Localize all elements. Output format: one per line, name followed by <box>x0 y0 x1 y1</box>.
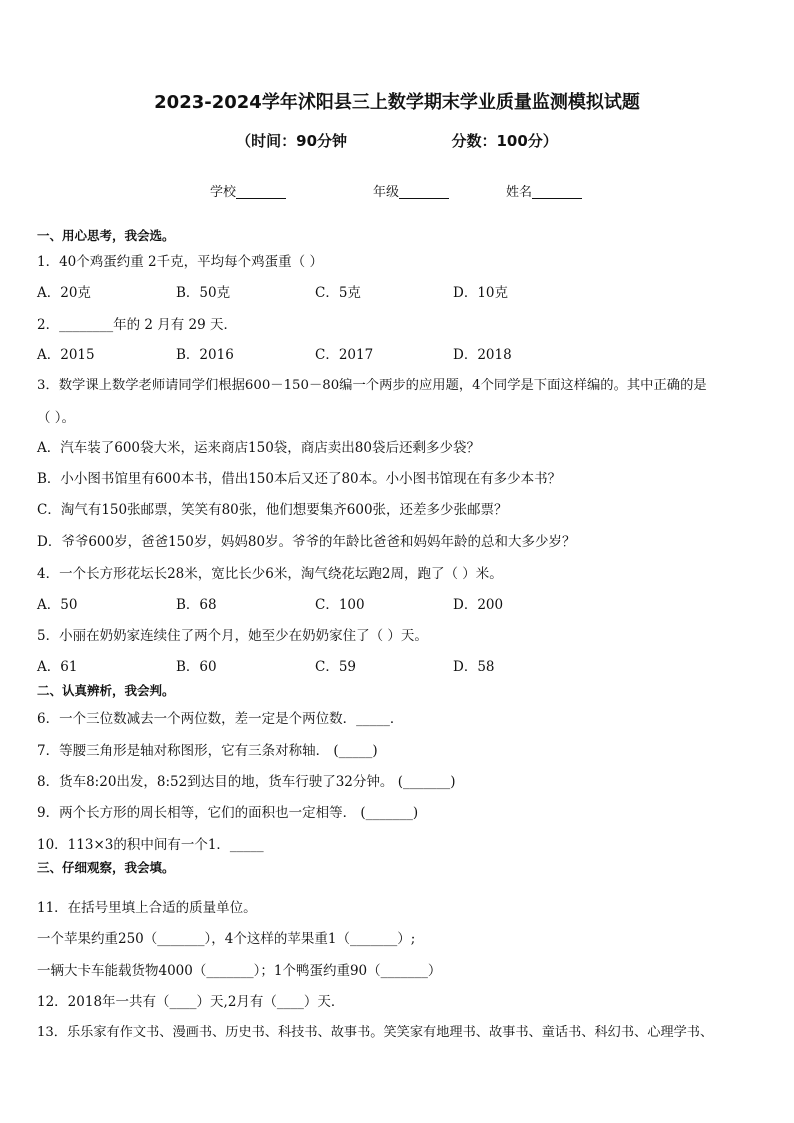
question-6: 6．一个三位数减去一个两位数，差一定是个两位数．_____． <box>37 711 404 727</box>
q4-option-c[interactable]: C．100 <box>315 597 365 613</box>
q5-option-d[interactable]: D．58 <box>453 659 495 675</box>
question-5: 5．小丽在奶奶家连续住了两个月，她至少在奶奶家住了（ ）天。 <box>37 628 428 644</box>
name-blank[interactable] <box>532 184 582 199</box>
section-heading-2: 二、认真辨析，我会判。 <box>37 683 175 698</box>
q5-option-c[interactable]: C．59 <box>315 659 357 675</box>
q2-option-c[interactable]: C．2017 <box>315 347 374 363</box>
question-3: 3．数学课上数学老师请同学们根据600－150－80编一个两步的应用题，4个同学是下面这样编的。其中正确的是 <box>37 378 707 393</box>
question-10: 10．113×3的积中间有一个1．_____ <box>37 837 264 853</box>
q3-option-a[interactable]: A．汽车装了600袋大米，运来商店150袋，商店卖出80袋后还剩多少袋？ <box>37 440 480 456</box>
q2-option-b[interactable]: B．2016 <box>176 347 234 363</box>
question-8: 8．货车8:20出发，8:52到达目的地，货车行驶了32分钟。 (_______) <box>37 774 456 790</box>
q1-option-c[interactable]: C．5克 <box>315 285 361 301</box>
name-label: 姓名 <box>506 185 533 200</box>
school-blank[interactable] <box>236 184 286 199</box>
school-field <box>210 181 286 200</box>
question-9: 9．两个长方形的周长相等，它们的面积也一定相等． (_______) <box>37 805 419 821</box>
question-1: 1．40个鸡蛋约重 2千克，平均每个鸡蛋重（ ） <box>37 254 323 270</box>
q3-option-d[interactable]: D．爷爷600岁，爸爸150岁，妈妈80岁。爷爷的年龄比爸爸和妈妈年龄的总和大多少岁？ <box>37 534 576 550</box>
section-heading-3: 三、仔细观察，我会填。 <box>37 860 175 875</box>
q3-option-b[interactable]: B．小小图书馆里有600本书，借出150本后又还了80本。小小图书馆现在有多少本书？ <box>37 471 562 487</box>
q1-option-a[interactable]: A．20克 <box>37 285 91 301</box>
q1-option-d[interactable]: D．10克 <box>453 285 509 301</box>
exam-time-score: （时间：90分钟 分数：100分） <box>236 132 558 150</box>
q5-option-b[interactable]: B．60 <box>176 659 217 675</box>
page-title: 2023-2024学年沭阳县三上数学期末学业质量监测模拟试题 <box>154 92 640 113</box>
question-13: 13．乐乐家有作文书、漫画书、历史书、科技书、故事书。笑笑家有地理书、故事书、童话书、科幻书、心理学书、 <box>37 1025 714 1040</box>
question-11: 11．在括号里填上合适的质量单位。 <box>37 900 257 916</box>
q4-option-a[interactable]: A．50 <box>37 597 78 613</box>
question-12: 12．2018年一共有（____）天,2月有（____）天． <box>37 994 345 1010</box>
q2-option-a[interactable]: A．2015 <box>37 347 95 363</box>
q4-option-d[interactable]: D．200 <box>453 597 504 613</box>
grade-field <box>373 181 449 200</box>
school-label: 学校 <box>210 185 237 200</box>
q5-option-a[interactable]: A．61 <box>37 659 78 675</box>
section-heading-1: 一、用心思考，我会选。 <box>37 228 175 243</box>
q3-option-c[interactable]: C．淘气有150张邮票，笑笑有80张，他们想要集齐600张，还差多少张邮票？ <box>37 502 508 518</box>
grade-label: 年级 <box>373 185 400 200</box>
q4-option-b[interactable]: B．68 <box>176 597 217 613</box>
question-7: 7．等腰三角形是轴对称图形，它有三条对称轴． (_____) <box>37 743 378 759</box>
name-field <box>506 181 582 200</box>
question-11-line-2: 一辆大卡车能载货物4000（_______）；1个鸭蛋约重90（_______） <box>37 963 442 979</box>
question-4: 4．一个长方形花坛长28米，宽比长少6米，淘气绕花坛跑2周，跑了（ ）米。 <box>37 566 503 582</box>
question-11-line-1: 一个苹果约重250（_______），4个这样的苹果重1（_______）; <box>37 931 416 947</box>
q2-option-d[interactable]: D．2018 <box>453 347 512 363</box>
question-3-blank: （ ）。 <box>37 410 76 426</box>
q1-option-b[interactable]: B．50克 <box>176 285 231 301</box>
question-2: 2．________年的 2 月有 29 天． <box>37 317 238 333</box>
grade-blank[interactable] <box>399 184 449 199</box>
